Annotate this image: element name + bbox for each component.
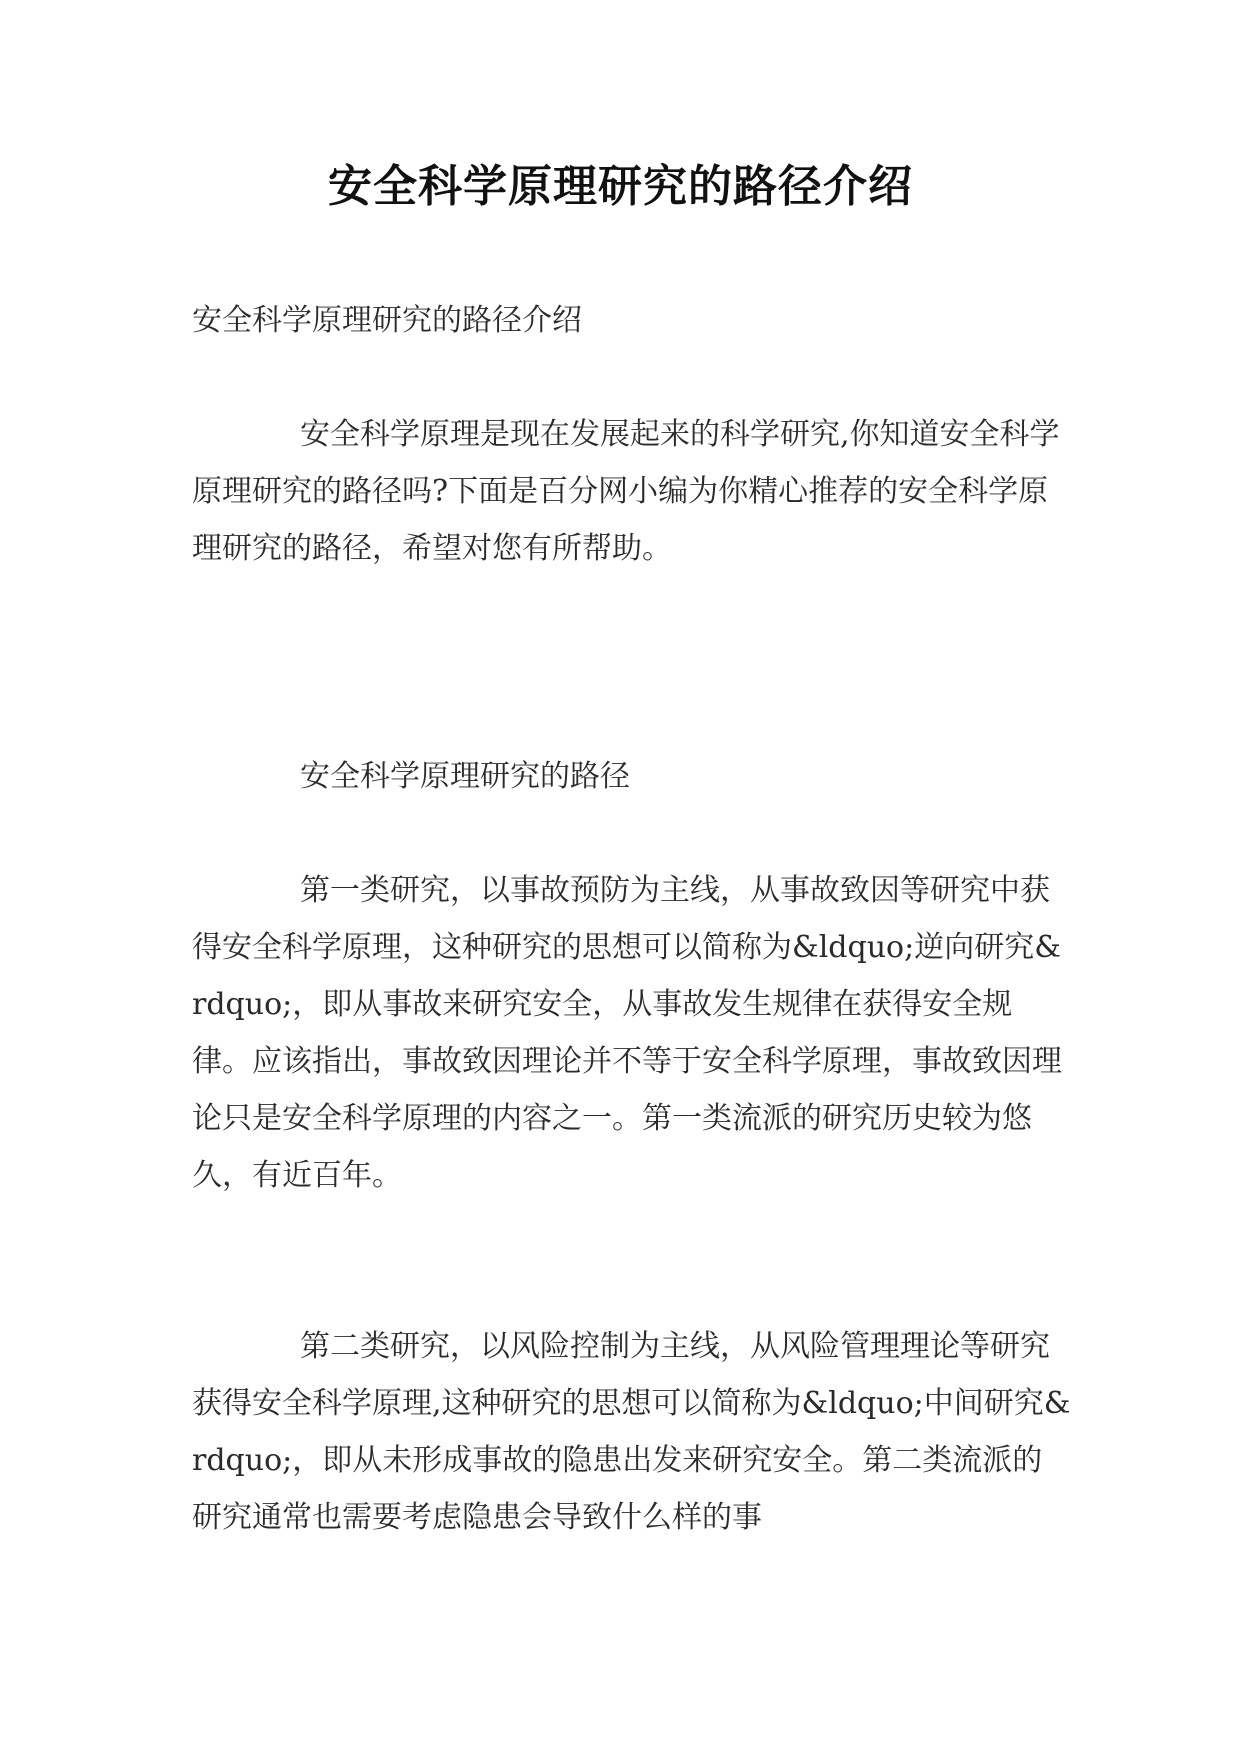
document-body [192, 292, 1072, 1546]
document-subtitle: 安全科学原理研究的路径介绍 [192, 303, 582, 338]
document-title: 安全科学原理研究的路径介绍 [328, 161, 913, 212]
paragraph-second-type: 第二类研究，以风险控制为主线，从风险管理理论等研究获得安全科学原理,这种研究的思想可以简称为&ldquo;中间研究&rdquo;，即从未形成事故的隐患出发来研究安全。第二类流派的研究通常也需要考虑隐患会导致什么样的事 [192, 1329, 1071, 1535]
paragraph-first-type: 第一类研究，以事故预防为主线，从事故致因等研究中获得安全科学原理，这种研究的思想可以简称为&ldquo;逆向研究&rdquo;，即从事故来研究安全，从事故发生规律在获得安全规律。应该指出，事故致因理论并不等于安全科学原理，事故致因理论只是安全科学原理的内容之一。第一类流派的研究历史较为悠久，有近百年。 [192, 873, 1062, 1193]
intro-paragraph: 安全科学原理是现在发展起来的科学研究,你知道安全科学原理研究的路径吗?下面是百分网小编为你精心推荐的安全科学原理研究的路径，希望对您有所帮助。 [192, 417, 1060, 566]
section-heading: 安全科学原理研究的路径 [300, 759, 630, 794]
